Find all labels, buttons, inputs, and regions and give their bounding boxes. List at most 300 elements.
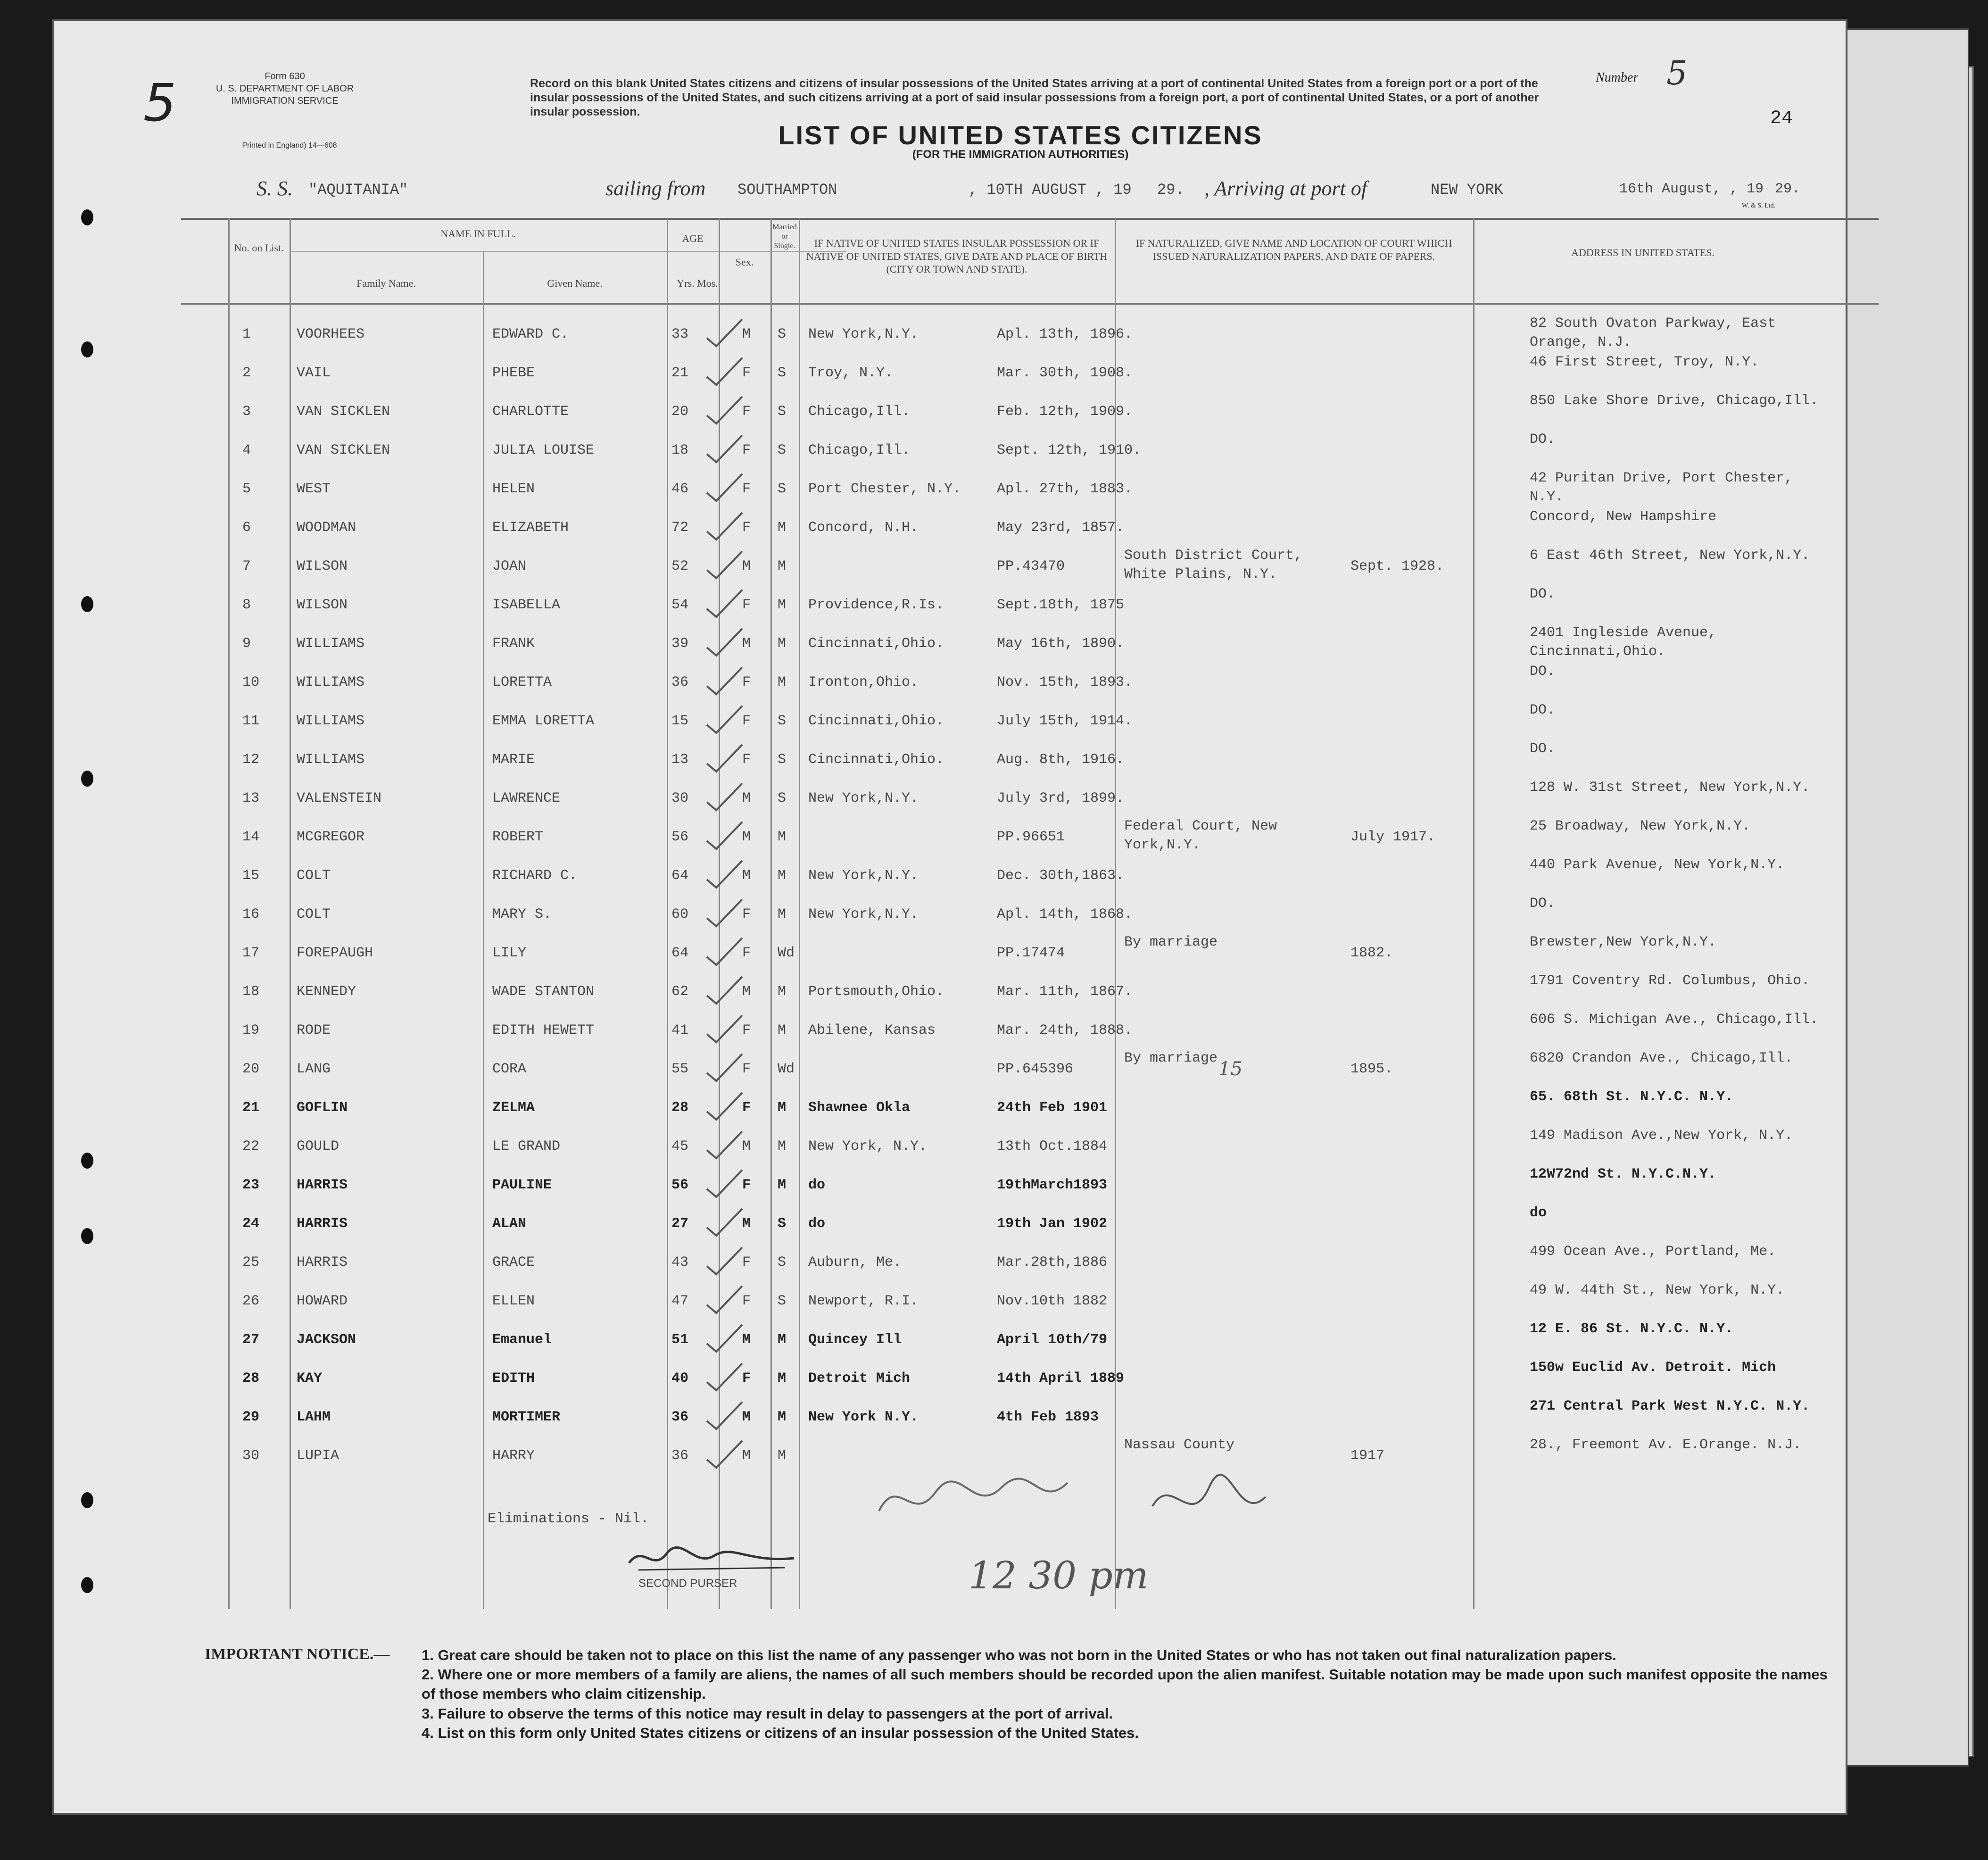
- marital-status: M: [778, 1138, 787, 1154]
- row-number: 23: [242, 1177, 260, 1193]
- handwritten-note: 15: [1218, 1058, 1242, 1080]
- punch-hole: [81, 1492, 93, 1508]
- naturalization-date: 1895.: [1350, 1061, 1393, 1077]
- sex: M: [742, 1332, 751, 1348]
- age: 56: [671, 829, 689, 845]
- family-name: MCGREGOR: [297, 829, 365, 845]
- address: 6820 Crandon Ave., Chicago,Ill.: [1530, 1050, 1793, 1066]
- family-name: HARRIS: [297, 1216, 348, 1232]
- age: 56: [671, 1177, 689, 1193]
- punch-hole: [81, 1153, 93, 1169]
- birth-place: Concord, N.H.: [808, 520, 919, 536]
- birth-place: New York, N.Y.: [808, 1138, 928, 1154]
- address: 150w Euclid Av. Detroit. Mich: [1530, 1360, 1776, 1376]
- check-mark: [704, 665, 747, 703]
- sex: F: [742, 1254, 751, 1270]
- family-name: GOFLIN: [297, 1100, 348, 1116]
- address: 65. 68th St. N.Y.C. N.Y.: [1530, 1089, 1734, 1105]
- address: 42 Puritan Drive, Port Chester, N.Y.: [1530, 470, 1793, 505]
- marital-status: M: [778, 829, 787, 845]
- col-address: ADDRESS IN UNITED STATES.: [1571, 247, 1715, 258]
- family-name: VOORHEES: [297, 326, 365, 342]
- col-married: Married or Single.: [772, 223, 797, 250]
- row-number: 12: [242, 752, 260, 768]
- manifest-page: [52, 19, 1847, 1815]
- birth-place: do: [808, 1177, 826, 1193]
- marital-status: M: [778, 558, 787, 574]
- marital-status: S: [778, 752, 787, 768]
- punch-hole: [81, 771, 93, 787]
- table-top-rule: [181, 218, 1879, 220]
- number-label: Number: [1596, 70, 1639, 85]
- sex: F: [742, 1177, 751, 1193]
- row-number: 24: [242, 1216, 260, 1232]
- age: 40: [671, 1370, 689, 1387]
- sex: F: [742, 520, 751, 536]
- page-title: LIST OF UNITED STATES CITIZENS: [778, 120, 1263, 150]
- birth-place: Providence,R.Is.: [808, 597, 944, 613]
- age: 47: [671, 1293, 689, 1309]
- address: 6 East 46th Street, New York,N.Y.: [1530, 548, 1810, 564]
- marital-status: M: [778, 674, 787, 690]
- col-given: Given Name.: [547, 277, 603, 289]
- row-number: 29: [242, 1409, 260, 1425]
- sex: F: [742, 752, 751, 768]
- page-number: 24: [1770, 108, 1793, 129]
- family-name: LANG: [297, 1061, 331, 1077]
- row-number: 6: [242, 520, 251, 536]
- punch-hole: [81, 596, 93, 612]
- address: 499 Ocean Ave., Portland, Me.: [1530, 1244, 1776, 1260]
- row-number: 10: [242, 674, 260, 690]
- row-number: 5: [242, 481, 251, 497]
- address: 28., Freemont Av. E.Orange. N.J.: [1530, 1437, 1802, 1453]
- row-number: 8: [242, 597, 251, 613]
- given-name: ZELMA: [492, 1100, 535, 1116]
- address: DO.: [1530, 586, 1556, 602]
- birth-date: 14th April 1889: [997, 1370, 1125, 1387]
- marital-status: M: [778, 1022, 787, 1038]
- birth-date: Mar. 24th, 1888.: [997, 1022, 1133, 1038]
- row-number: 7: [242, 558, 251, 574]
- passenger-table: [181, 218, 1879, 1609]
- address: 1791 Coventry Rd. Columbus, Ohio.: [1530, 973, 1810, 989]
- row-number: 9: [242, 636, 251, 652]
- sex: M: [742, 1216, 751, 1232]
- birth-date: Mar.28th,1886: [997, 1254, 1108, 1270]
- age: 64: [671, 945, 689, 961]
- given-name: Emanuel: [492, 1332, 552, 1348]
- address: 49 W. 44th St., New York, N.Y.: [1530, 1282, 1785, 1298]
- birth-place: Cincinnati,Ohio.: [808, 752, 944, 768]
- birth-date: 4th Feb 1893: [997, 1409, 1099, 1425]
- age: 64: [671, 868, 689, 884]
- address: 271 Central Park West N.Y.C. N.Y.: [1530, 1398, 1810, 1414]
- punch-hole: [81, 1577, 93, 1593]
- inspector-signature: [870, 1454, 1294, 1549]
- sex: F: [742, 442, 751, 458]
- punch-hole: [81, 1228, 93, 1244]
- marital-status: S: [778, 326, 787, 342]
- family-name: VAIL: [297, 365, 331, 381]
- row-number: 25: [242, 1254, 260, 1270]
- family-name: RODE: [297, 1022, 331, 1038]
- birth-date: Feb. 12th, 1909.: [997, 404, 1133, 420]
- sex: M: [742, 636, 751, 652]
- age: 72: [671, 520, 689, 536]
- sex: M: [742, 1409, 751, 1425]
- form-header: [186, 70, 384, 107]
- sex: M: [742, 1448, 751, 1464]
- birth-place: New York,N.Y.: [808, 868, 919, 884]
- given-name: EDITH HEWETT: [492, 1022, 595, 1038]
- marital-status: S: [778, 442, 787, 458]
- sex: M: [742, 829, 751, 845]
- handwritten-corner-number: 5: [143, 73, 176, 133]
- birth-date: Nov. 15th, 1893.: [997, 674, 1133, 690]
- col-name: NAME IN FULL.: [440, 228, 516, 240]
- check-mark: [704, 1361, 747, 1399]
- address: DO.: [1530, 702, 1556, 718]
- birth-place: Chicago,Ill.: [808, 404, 911, 420]
- col-birth: IF NATIVE OF UNITED STATES INSULAR POSSESSION OR IF NATIVE OF UNITED STATES, GIVE DATE AND PLACE OF BIRTH (CITY OR TOWN AND STATE).: [806, 237, 1108, 275]
- check-mark: [704, 356, 747, 393]
- arrive-year: 29.: [1775, 181, 1801, 197]
- record-instructions: Record on this blank United States citizens and citizens of insular possessions of the United States arriving at a port of continental United States from a foreign port or a port of the insular possessions of the United States, and such citizens arriving at a port of said insular possessions from a foreign port, a port of continental United States, or a port of another insular possession.: [530, 77, 1539, 118]
- family-name: WEST: [297, 481, 331, 497]
- age: 41: [671, 1022, 689, 1038]
- marital-status: M: [778, 868, 787, 884]
- family-name: WILLIAMS: [297, 713, 365, 729]
- row-number: 4: [242, 442, 251, 458]
- row-number: 28: [242, 1370, 260, 1387]
- birth-date: July 15th, 1914.: [997, 713, 1133, 729]
- birth-place: Ironton,Ohio.: [808, 674, 919, 690]
- age: 43: [671, 1254, 689, 1270]
- marital-status: S: [778, 365, 787, 381]
- printer-mark: W. & S. Ltd.: [1742, 202, 1776, 209]
- age: 18: [671, 442, 689, 458]
- address: 850 Lake Shore Drive, Chicago,Ill.: [1530, 393, 1819, 409]
- age: 13: [671, 752, 689, 768]
- notice-1: 1. Great care should be taken not to place on this list the name of any passenger who was not born in the United States or who has not taken out final naturalization papers.: [422, 1647, 1616, 1663]
- family-name: KENNEDY: [297, 984, 356, 1000]
- row-number: 1: [242, 326, 251, 342]
- check-mark: [704, 704, 747, 741]
- marital-status: Wd: [778, 945, 795, 961]
- birth-date: Apl. 13th, 1896.: [997, 326, 1133, 342]
- given-name: GRACE: [492, 1254, 535, 1270]
- marital-status: M: [778, 597, 787, 613]
- naturalization-date: July 1917.: [1350, 829, 1436, 845]
- number-value: 5: [1666, 54, 1688, 92]
- marital-status: M: [778, 1332, 787, 1348]
- address: 12W72nd St. N.Y.C.N.Y.: [1530, 1166, 1717, 1182]
- family-name: COLT: [297, 906, 331, 922]
- form-number: Form 630: [265, 71, 305, 82]
- arriving-label: , Arriving at port of: [1204, 177, 1367, 200]
- given-name: ROBERT: [492, 829, 544, 845]
- row-number: 20: [242, 1061, 260, 1077]
- col-naturalized: IF NATURALIZED, GIVE NAME AND LOCATION OF COURT WHICH ISSUED NATURALIZATION PAPERS, AND DATE OF PAPERS.: [1135, 237, 1452, 262]
- check-mark: [704, 781, 747, 819]
- birth-place: Newport, R.I.: [808, 1293, 919, 1309]
- header-bottom-rule: [181, 303, 1879, 305]
- row-number: 19: [242, 1022, 260, 1038]
- row-number: 22: [242, 1138, 260, 1154]
- given-name: ALAN: [492, 1216, 527, 1232]
- given-name: LE GRAND: [492, 1138, 561, 1154]
- marital-status: M: [778, 636, 787, 652]
- age: 30: [671, 790, 689, 806]
- from-port: SOUTHAMPTON: [737, 181, 837, 199]
- marital-status: M: [778, 520, 787, 536]
- age: 46: [671, 481, 689, 497]
- age: 36: [671, 674, 689, 690]
- birth-date: Mar. 11th, 1867.: [997, 984, 1133, 1000]
- given-name: PAULINE: [492, 1177, 552, 1193]
- address: 25 Broadway, New York,N.Y.: [1530, 818, 1751, 834]
- family-name: COLT: [297, 868, 331, 884]
- marital-status: S: [778, 481, 787, 497]
- birth-date: July 3rd, 1899.: [997, 790, 1125, 806]
- sex: F: [742, 365, 751, 381]
- given-name: PHEBE: [492, 365, 535, 381]
- family-name: GOULD: [297, 1138, 340, 1154]
- eliminations: Eliminations - Nil.: [488, 1511, 649, 1527]
- marital-status: S: [778, 1216, 787, 1232]
- age: 39: [671, 636, 689, 652]
- age: 36: [671, 1448, 689, 1464]
- notice-2: 2. Where one or more members of a family are aliens, the names of all such members should be recorded upon the alien manifest. Suitable notation may be made upon such manifest opposite the names of those members who claim citizenship.: [422, 1666, 1828, 1702]
- check-mark: [704, 626, 747, 664]
- given-name: RICHARD C.: [492, 868, 578, 884]
- purser-signature: [624, 1539, 803, 1577]
- notice-label: IMPORTANT NOTICE.—: [205, 1645, 390, 1663]
- sex: M: [742, 558, 751, 574]
- age: 20: [671, 404, 689, 420]
- family-name: VAN SICKLEN: [297, 404, 390, 420]
- birth-place: Chicago,Ill.: [808, 442, 911, 458]
- check-mark: [704, 820, 747, 857]
- naturalization-court: Nassau County: [1124, 1437, 1235, 1453]
- age: 33: [671, 326, 689, 342]
- service: IMMIGRATION SERVICE: [231, 96, 339, 106]
- row-number: 27: [242, 1332, 260, 1348]
- address: 149 Madison Ave.,New York, N.Y.: [1530, 1128, 1793, 1144]
- sex: F: [742, 674, 751, 690]
- given-name: CORA: [492, 1061, 527, 1077]
- birth-date: May 16th, 1890.: [997, 636, 1125, 652]
- given-name: HARRY: [492, 1448, 535, 1464]
- birth-place: Auburn, Me.: [808, 1254, 902, 1270]
- col-no: No. on List.: [234, 242, 284, 254]
- family-name: WILSON: [297, 597, 348, 613]
- given-name: MARIE: [492, 752, 535, 768]
- address: 2401 Ingleside Avenue, Cincinnati,Ohio.: [1530, 625, 1717, 660]
- row-number: 13: [242, 790, 260, 806]
- punch-hole: [81, 209, 93, 225]
- birth-date: Apl. 27th, 1883.: [997, 481, 1133, 497]
- age: 15: [671, 713, 689, 729]
- family-name: HOWARD: [297, 1293, 348, 1309]
- family-name: WILLIAMS: [297, 636, 365, 652]
- marital-status: M: [778, 1409, 787, 1425]
- address: 606 S. Michigan Ave., Chicago,Ill.: [1530, 1012, 1819, 1028]
- check-mark: [704, 1206, 747, 1244]
- sex: M: [742, 790, 751, 806]
- birth-place: New York,N.Y.: [808, 326, 919, 342]
- family-name: WILLIAMS: [297, 674, 365, 690]
- sex: F: [742, 945, 751, 961]
- birth-date: Dec. 30th,1863.: [997, 868, 1125, 884]
- age: 55: [671, 1061, 689, 1077]
- check-mark: [704, 1438, 747, 1476]
- check-mark: [704, 317, 747, 355]
- address: Brewster,New York,N.Y.: [1530, 934, 1717, 950]
- col-sex: Sex.: [735, 256, 754, 268]
- sex: F: [742, 481, 751, 497]
- family-name: WOODMAN: [297, 520, 356, 536]
- given-name: MORTIMER: [492, 1409, 561, 1425]
- page-subtitle: (FOR THE IMMIGRATION AUTHORITIES): [912, 148, 1129, 161]
- family-name: KAY: [297, 1370, 323, 1387]
- birth-place: Shawnee Okla: [808, 1100, 911, 1116]
- row-number: 16: [242, 906, 260, 922]
- age: 36: [671, 1409, 689, 1425]
- family-name: HARRIS: [297, 1254, 348, 1270]
- birth-place: Quincey Ill: [808, 1332, 902, 1348]
- birth-date: 19thMarch1893: [997, 1177, 1108, 1193]
- birth-place: Port Chester, N.Y.: [808, 481, 961, 497]
- sex: F: [742, 1100, 751, 1116]
- age: 51: [671, 1332, 689, 1348]
- col-family: Family Name.: [356, 277, 416, 289]
- birth-date: PP.645396: [997, 1061, 1074, 1077]
- sex: F: [742, 1022, 751, 1038]
- birth-place: Cincinnati,Ohio.: [808, 636, 944, 652]
- sailing-label: sailing from: [605, 177, 706, 200]
- marital-status: M: [778, 1100, 787, 1116]
- birth-date: PP.96651: [997, 829, 1065, 845]
- sex: M: [742, 984, 751, 1000]
- age: 54: [671, 597, 689, 613]
- birth-date: 24th Feb 1901: [997, 1100, 1108, 1116]
- check-mark: [704, 1245, 747, 1283]
- marital-status: Wd: [778, 1061, 795, 1077]
- sex: M: [742, 326, 751, 342]
- check-mark: [704, 974, 747, 1012]
- given-name: WADE STANTON: [492, 984, 595, 1000]
- notice-4: 4. List on this form only United States citizens or citizens of an insular possession of the United States.: [422, 1724, 1139, 1741]
- department: U. S. DEPARTMENT OF LABOR: [215, 83, 354, 94]
- check-mark: [704, 394, 747, 432]
- address: 82 South Ovaton Parkway, East Orange, N.J.: [1530, 316, 1776, 350]
- birth-place: New York,N.Y.: [808, 906, 919, 922]
- family-name: VAN SICKLEN: [297, 442, 390, 458]
- birth-place: New York,N.Y.: [808, 790, 919, 806]
- address: 46 First Street, Troy, N.Y.: [1530, 354, 1759, 370]
- given-name: LILY: [492, 945, 527, 961]
- marital-status: S: [778, 1293, 787, 1309]
- address: DO.: [1530, 664, 1556, 680]
- check-mark: [704, 510, 747, 548]
- sex: M: [742, 868, 751, 884]
- ss-label: S. S.: [257, 177, 293, 200]
- naturalization-court: By marriage: [1124, 1050, 1218, 1066]
- naturalization-date: 1917: [1350, 1448, 1385, 1464]
- row-number: 3: [242, 404, 251, 420]
- second-purser-label: SECOND PURSER: [638, 1577, 737, 1590]
- important-notice: [422, 1645, 1836, 1743]
- check-mark: [704, 1322, 747, 1360]
- address: 12 E. 86 St. N.Y.C. N.Y.: [1530, 1321, 1734, 1337]
- birth-place: Troy, N.Y.: [808, 365, 894, 381]
- naturalization-court: South District Court, White Plains, N.Y.: [1124, 548, 1303, 582]
- to-port: NEW YORK: [1431, 181, 1503, 199]
- given-name: EDWARD C.: [492, 326, 569, 342]
- given-name: JOAN: [492, 558, 527, 574]
- family-name: WILLIAMS: [297, 752, 365, 768]
- age: 28: [671, 1100, 689, 1116]
- sail-year: 29.: [1157, 181, 1185, 199]
- birth-place: Portsmouth,Ohio.: [808, 984, 944, 1000]
- row-number: 15: [242, 868, 260, 884]
- sex: F: [742, 713, 751, 729]
- family-name: JACKSON: [297, 1332, 356, 1348]
- check-mark: [704, 588, 747, 625]
- age: 62: [671, 984, 689, 1000]
- birth-place: do: [808, 1216, 826, 1232]
- marital-status: M: [778, 984, 787, 1000]
- row-number: 2: [242, 365, 251, 381]
- check-mark: [704, 1090, 747, 1128]
- row-number: 17: [242, 945, 260, 961]
- col-yrs-mos: Yrs. Mos.: [677, 277, 718, 289]
- address: DO.: [1530, 896, 1556, 912]
- birth-date: 13th Oct.1884: [997, 1138, 1108, 1154]
- sex: F: [742, 1370, 751, 1387]
- age: 52: [671, 558, 689, 574]
- naturalization-court: By marriage: [1124, 934, 1218, 950]
- birth-date: April 10th/79: [997, 1332, 1108, 1348]
- address: Concord, New Hampshire: [1530, 509, 1717, 525]
- check-mark: [704, 742, 747, 780]
- check-mark: [704, 1052, 747, 1089]
- family-name: WILSON: [297, 558, 348, 574]
- birth-date: Sept. 12th, 1910.: [997, 442, 1142, 458]
- given-name: FRANK: [492, 636, 535, 652]
- row-number: 26: [242, 1293, 260, 1309]
- naturalization-date: Sept. 1928.: [1350, 558, 1444, 574]
- sex: F: [742, 404, 751, 420]
- given-name: EDITH: [492, 1370, 535, 1387]
- check-mark: [704, 897, 747, 935]
- address: DO.: [1530, 741, 1556, 757]
- arrive-date: 16th August, , 19: [1619, 181, 1764, 197]
- check-mark: [704, 1400, 747, 1437]
- check-mark: [704, 549, 747, 587]
- given-name: MARY S.: [492, 906, 552, 922]
- birth-date: Nov.10th 1882: [997, 1293, 1108, 1309]
- age: 45: [671, 1138, 689, 1154]
- check-mark: [704, 936, 747, 973]
- check-mark: [704, 1013, 747, 1051]
- sex: F: [742, 1293, 751, 1309]
- birth-date: 19th Jan 1902: [997, 1216, 1108, 1232]
- birth-date: May 23rd, 1857.: [997, 520, 1125, 536]
- given-name: ELLEN: [492, 1293, 535, 1309]
